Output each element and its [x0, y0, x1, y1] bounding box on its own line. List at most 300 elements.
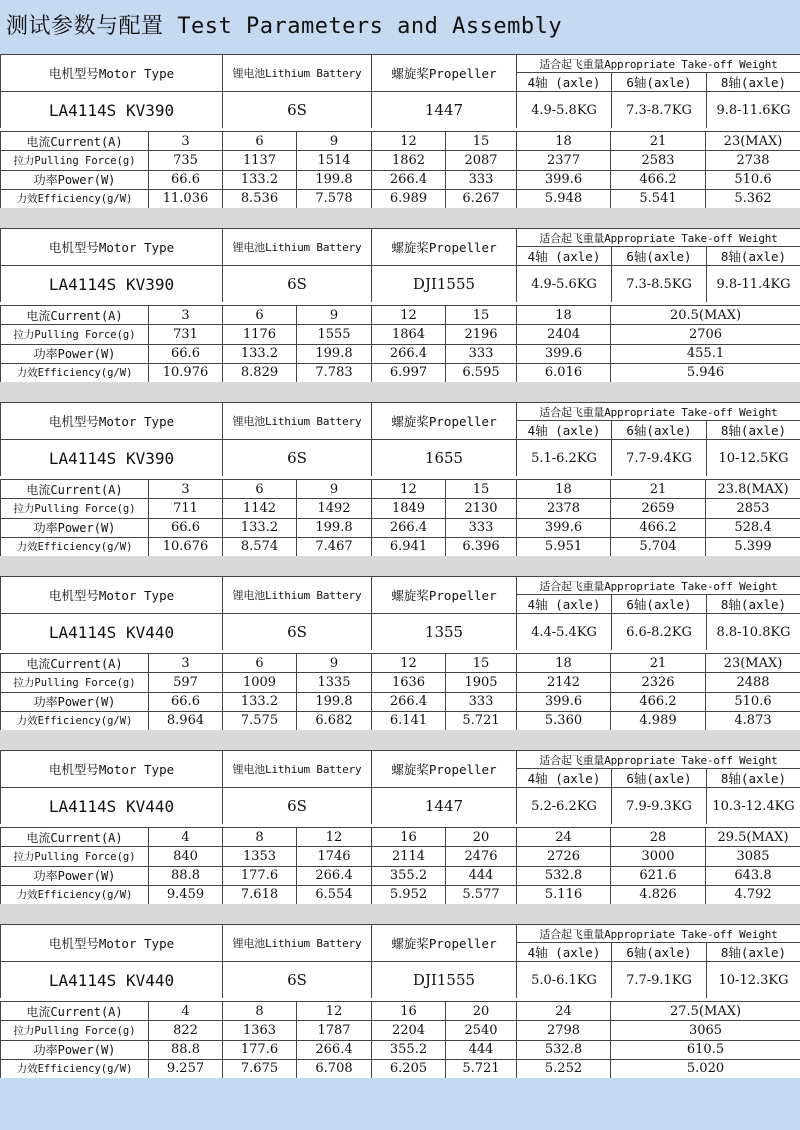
data-cell: 355.2 — [372, 866, 446, 885]
data-cell: 266.4 — [297, 866, 372, 885]
data-cell: 840 — [149, 847, 223, 866]
motor-type-label: 电机型号Motor Type — [1, 925, 223, 962]
data-cell: 6.267 — [446, 189, 517, 208]
pulling-force-row — [1, 325, 800, 344]
data-cell: 1862 — [372, 151, 446, 170]
data-cell: 16 — [372, 1002, 446, 1021]
axle8-label: 8轴(axle) — [707, 421, 800, 440]
motor-model: LA4114S KV390 — [1, 92, 223, 129]
data-cell: 7.783 — [297, 363, 372, 382]
spec-data-table — [0, 479, 800, 557]
efficiency-row — [1, 537, 800, 556]
data-cell: 88.8 — [149, 866, 223, 885]
axle4-label: 4轴 (axle) — [517, 73, 612, 92]
data-cell: 5.721 — [446, 1059, 517, 1078]
data-cell: 2326 — [611, 673, 706, 692]
data-cell: 2540 — [446, 1021, 517, 1040]
weight-6-axle: 7.3-8.5KG — [612, 266, 707, 303]
data-cell: 8.964 — [149, 711, 223, 730]
data-cell: 6.989 — [372, 189, 446, 208]
pulling-force-row — [1, 847, 800, 866]
motor-type-label: 电机型号Motor Type — [1, 229, 223, 266]
battery-value: 6S — [223, 266, 372, 303]
data-cell: 133.2 — [223, 170, 297, 189]
data-cell: 822 — [149, 1021, 223, 1040]
data-cell: 12 — [372, 654, 446, 673]
data-cell: 5.577 — [446, 885, 517, 904]
data-cell: 333 — [446, 518, 517, 537]
motor-type-label: 电机型号Motor Type — [1, 751, 223, 788]
bottom-band — [0, 1078, 800, 1130]
axle8-label: 8轴(axle) — [707, 595, 800, 614]
efficiency-row — [1, 1059, 800, 1078]
battery-value: 6S — [223, 614, 372, 651]
row-label: 电流Current(A) — [1, 306, 149, 325]
power-row — [1, 344, 800, 363]
data-cell: 7.675 — [223, 1059, 297, 1078]
data-cell: 333 — [446, 170, 517, 189]
data-cell: 6.708 — [297, 1059, 372, 1078]
data-cell: 355.2 — [372, 1040, 446, 1059]
axle4-label: 4轴 (axle) — [517, 943, 612, 962]
weight-4-axle: 4.9-5.6KG — [517, 266, 612, 303]
current-row — [1, 828, 800, 847]
data-cell: 1363 — [223, 1021, 297, 1040]
axle4-label: 4轴 (axle) — [517, 769, 612, 788]
data-cell: 610.5 — [611, 1040, 800, 1059]
spec-data-table — [0, 827, 800, 905]
data-cell: 6 — [223, 306, 297, 325]
takeoff-weight-label: 适合起飞重量Appropriate Take-off Weight — [517, 55, 800, 73]
weight-4-axle: 4.4-5.4KG — [517, 614, 612, 651]
data-cell: 12 — [372, 306, 446, 325]
data-cell: 199.8 — [297, 170, 372, 189]
data-cell: 66.6 — [149, 344, 223, 363]
data-cell: 3 — [149, 132, 223, 151]
axle6-label: 6轴(axle) — [612, 73, 707, 92]
data-cell: 199.8 — [297, 518, 372, 537]
data-cell: 12 — [297, 1002, 372, 1021]
weight-4-axle: 4.9-5.8KG — [517, 92, 612, 129]
battery-label: 锂电池Lithium Battery — [223, 229, 372, 266]
data-cell: 466.2 — [611, 692, 706, 711]
propeller-label: 螺旋桨Propeller — [372, 751, 517, 788]
data-cell: 20 — [446, 1002, 517, 1021]
data-cell: 266.4 — [372, 170, 446, 189]
axle4-label: 4轴 (axle) — [517, 247, 612, 266]
data-cell: 5.399 — [706, 537, 800, 556]
spec-header-table — [0, 402, 800, 477]
row-label: 电流Current(A) — [1, 828, 149, 847]
data-cell: 7.618 — [223, 885, 297, 904]
data-cell: 444 — [446, 1040, 517, 1059]
data-cell: 1142 — [223, 499, 297, 518]
data-cell: 1137 — [223, 151, 297, 170]
propeller-value: 1447 — [372, 788, 517, 825]
data-cell: 2378 — [517, 499, 611, 518]
data-cell: 21 — [611, 654, 706, 673]
data-cell: 1514 — [297, 151, 372, 170]
propeller-label: 螺旋桨Propeller — [372, 403, 517, 440]
data-cell: 731 — [149, 325, 223, 344]
data-cell: 29.5(MAX) — [706, 828, 800, 847]
data-cell: 466.2 — [611, 518, 706, 537]
data-cell: 2114 — [372, 847, 446, 866]
data-cell: 7.575 — [223, 711, 297, 730]
data-cell: 4.792 — [706, 885, 800, 904]
spec-header-table — [0, 750, 800, 825]
data-cell: 9 — [297, 132, 372, 151]
data-cell: 8.536 — [223, 189, 297, 208]
axle8-label: 8轴(axle) — [707, 769, 800, 788]
motor-type-label: 电机型号Motor Type — [1, 55, 223, 92]
propeller-value: 1655 — [372, 440, 517, 477]
weight-6-axle: 7.9-9.3KG — [612, 788, 707, 825]
data-cell: 266.4 — [372, 692, 446, 711]
motor-type-label: 电机型号Motor Type — [1, 403, 223, 440]
pulling-force-row — [1, 151, 800, 170]
data-cell: 10.676 — [149, 537, 223, 556]
power-row — [1, 170, 800, 189]
data-cell: 5.020 — [611, 1059, 800, 1078]
data-cell: 8.829 — [223, 363, 297, 382]
data-cell: 88.8 — [149, 1040, 223, 1059]
data-cell: 9.257 — [149, 1059, 223, 1078]
data-cell: 18 — [517, 132, 611, 151]
row-label: 力效Efficiency(g/W) — [1, 537, 149, 556]
data-cell: 21 — [611, 480, 706, 499]
spec-header-table — [0, 228, 800, 303]
data-cell: 735 — [149, 151, 223, 170]
battery-value: 6S — [223, 962, 372, 999]
spec-header-table — [0, 924, 800, 999]
data-cell: 2738 — [706, 151, 800, 170]
data-cell: 532.8 — [517, 1040, 611, 1059]
data-cell: 2130 — [446, 499, 517, 518]
axle6-label: 6轴(axle) — [612, 247, 707, 266]
axle8-label: 8轴(axle) — [707, 247, 800, 266]
axle6-label: 6轴(axle) — [612, 943, 707, 962]
data-cell: 5.946 — [611, 363, 800, 382]
data-cell: 7.467 — [297, 537, 372, 556]
data-cell: 199.8 — [297, 344, 372, 363]
data-cell: 1849 — [372, 499, 446, 518]
current-row — [1, 132, 800, 151]
weight-8-axle: 10-12.3KG — [707, 962, 800, 999]
battery-label: 锂电池Lithium Battery — [223, 403, 372, 440]
data-cell: 4.989 — [611, 711, 706, 730]
data-cell: 6.595 — [446, 363, 517, 382]
data-cell: 10.976 — [149, 363, 223, 382]
data-cell: 66.6 — [149, 692, 223, 711]
data-cell: 1636 — [372, 673, 446, 692]
efficiency-row — [1, 363, 800, 382]
data-cell: 597 — [149, 673, 223, 692]
row-label: 电流Current(A) — [1, 1002, 149, 1021]
data-cell: 12 — [372, 132, 446, 151]
data-cell: 6.554 — [297, 885, 372, 904]
data-cell: 266.4 — [297, 1040, 372, 1059]
data-cell: 20 — [446, 828, 517, 847]
data-cell: 23.8(MAX) — [706, 480, 800, 499]
efficiency-row — [1, 189, 800, 208]
data-cell: 24 — [517, 1002, 611, 1021]
power-row — [1, 1040, 800, 1059]
data-cell: 6.396 — [446, 537, 517, 556]
propeller-value: DJI1555 — [372, 266, 517, 303]
data-cell: 2404 — [517, 325, 611, 344]
data-cell: 1335 — [297, 673, 372, 692]
data-cell: 455.1 — [611, 344, 800, 363]
data-cell: 12 — [372, 480, 446, 499]
battery-value: 6S — [223, 788, 372, 825]
weight-8-axle: 10.3-12.4KG — [707, 788, 800, 825]
data-cell: 133.2 — [223, 344, 297, 363]
data-cell: 133.2 — [223, 518, 297, 537]
data-cell: 6 — [223, 132, 297, 151]
data-cell: 18 — [517, 306, 611, 325]
weight-6-axle: 7.7-9.4KG — [612, 440, 707, 477]
spec-header-table — [0, 54, 800, 129]
efficiency-row — [1, 885, 800, 904]
data-cell: 399.6 — [517, 692, 611, 711]
data-cell: 3000 — [611, 847, 706, 866]
motor-model: LA4114S KV440 — [1, 788, 223, 825]
data-cell: 5.362 — [706, 189, 800, 208]
weight-8-axle: 9.8-11.6KG — [707, 92, 800, 129]
data-cell: 8 — [223, 1002, 297, 1021]
propeller-label: 螺旋桨Propeller — [372, 577, 517, 614]
motor-model: LA4114S KV390 — [1, 266, 223, 303]
motor-model: LA4114S KV440 — [1, 614, 223, 651]
data-cell: 2659 — [611, 499, 706, 518]
data-cell: 266.4 — [372, 518, 446, 537]
power-row — [1, 866, 800, 885]
propeller-value: DJI1555 — [372, 962, 517, 999]
data-cell: 532.8 — [517, 866, 611, 885]
data-cell: 5.252 — [517, 1059, 611, 1078]
weight-6-axle: 7.7-9.1KG — [612, 962, 707, 999]
data-cell: 5.951 — [517, 537, 611, 556]
row-label: 拉力Pulling Force(g) — [1, 499, 149, 518]
row-label: 力效Efficiency(g/W) — [1, 1059, 149, 1078]
pulling-force-row — [1, 673, 800, 692]
propeller-value: 1447 — [372, 92, 517, 129]
data-cell: 333 — [446, 344, 517, 363]
data-cell: 510.6 — [706, 170, 800, 189]
current-row — [1, 480, 800, 499]
data-cell: 3 — [149, 480, 223, 499]
data-cell: 5.360 — [517, 711, 611, 730]
data-cell: 2377 — [517, 151, 611, 170]
data-cell: 2204 — [372, 1021, 446, 1040]
data-cell: 444 — [446, 866, 517, 885]
data-cell: 11.036 — [149, 189, 223, 208]
data-cell: 510.6 — [706, 692, 800, 711]
data-cell: 399.6 — [517, 170, 611, 189]
data-cell: 15 — [446, 654, 517, 673]
data-cell: 66.6 — [149, 518, 223, 537]
data-cell: 2726 — [517, 847, 611, 866]
row-label: 功率Power(W) — [1, 692, 149, 711]
axle4-label: 4轴 (axle) — [517, 595, 612, 614]
row-label: 功率Power(W) — [1, 866, 149, 885]
data-cell: 399.6 — [517, 518, 611, 537]
data-cell: 9 — [297, 654, 372, 673]
spec-data-table — [0, 653, 800, 731]
data-cell: 12 — [297, 828, 372, 847]
motor-model: LA4114S KV390 — [1, 440, 223, 477]
data-cell: 1353 — [223, 847, 297, 866]
data-cell: 711 — [149, 499, 223, 518]
data-cell: 199.8 — [297, 692, 372, 711]
data-cell: 18 — [517, 480, 611, 499]
data-cell: 5.948 — [517, 189, 611, 208]
data-cell: 6.016 — [517, 363, 611, 382]
data-cell: 2706 — [611, 325, 800, 344]
battery-label: 锂电池Lithium Battery — [223, 751, 372, 788]
data-cell: 27.5(MAX) — [611, 1002, 800, 1021]
section-separator — [0, 382, 800, 402]
data-cell: 3065 — [611, 1021, 800, 1040]
data-cell: 177.6 — [223, 1040, 297, 1059]
data-cell: 6.205 — [372, 1059, 446, 1078]
data-cell: 6 — [223, 480, 297, 499]
section-separator — [0, 208, 800, 228]
battery-value: 6S — [223, 92, 372, 129]
data-cell: 643.8 — [706, 866, 800, 885]
data-cell: 66.6 — [149, 170, 223, 189]
section-separator — [0, 904, 800, 924]
section-separator — [0, 556, 800, 576]
data-cell: 466.2 — [611, 170, 706, 189]
row-label: 功率Power(W) — [1, 1040, 149, 1059]
data-cell: 1492 — [297, 499, 372, 518]
data-cell: 399.6 — [517, 344, 611, 363]
row-label: 拉力Pulling Force(g) — [1, 673, 149, 692]
data-cell: 4 — [149, 828, 223, 847]
propeller-value: 1355 — [372, 614, 517, 651]
spec-data-table — [0, 131, 800, 209]
data-cell: 133.2 — [223, 692, 297, 711]
data-cell: 5.952 — [372, 885, 446, 904]
row-label: 功率Power(W) — [1, 344, 149, 363]
motor-type-label: 电机型号Motor Type — [1, 577, 223, 614]
weight-6-axle: 7.3-8.7KG — [612, 92, 707, 129]
data-cell: 7.578 — [297, 189, 372, 208]
weight-4-axle: 5.2-6.2KG — [517, 788, 612, 825]
data-cell: 9 — [297, 480, 372, 499]
takeoff-weight-label: 适合起飞重量Appropriate Take-off Weight — [517, 925, 800, 943]
axle4-label: 4轴 (axle) — [517, 421, 612, 440]
data-cell: 23(MAX) — [706, 654, 800, 673]
data-cell: 15 — [446, 132, 517, 151]
battery-value: 6S — [223, 440, 372, 477]
data-cell: 6.141 — [372, 711, 446, 730]
data-cell: 5.541 — [611, 189, 706, 208]
data-cell: 2087 — [446, 151, 517, 170]
page-title: 测试参数与配置 Test Parameters and Assembly — [0, 0, 800, 54]
weight-4-axle: 5.0-6.1KG — [517, 962, 612, 999]
data-cell: 1746 — [297, 847, 372, 866]
weight-8-axle: 9.8-11.4KG — [707, 266, 800, 303]
data-cell: 1555 — [297, 325, 372, 344]
axle8-label: 8轴(axle) — [707, 73, 800, 92]
data-cell: 4 — [149, 1002, 223, 1021]
power-row — [1, 692, 800, 711]
current-row — [1, 306, 800, 325]
row-label: 力效Efficiency(g/W) — [1, 885, 149, 904]
weight-6-axle: 6.6-8.2KG — [612, 614, 707, 651]
data-cell: 4.826 — [611, 885, 706, 904]
spec-data-table — [0, 1001, 800, 1079]
data-cell: 2142 — [517, 673, 611, 692]
battery-label: 锂电池Lithium Battery — [223, 55, 372, 92]
pulling-force-row — [1, 499, 800, 518]
data-cell: 1905 — [446, 673, 517, 692]
weight-8-axle: 10-12.5KG — [707, 440, 800, 477]
data-cell: 1009 — [223, 673, 297, 692]
data-cell: 6.682 — [297, 711, 372, 730]
row-label: 力效Efficiency(g/W) — [1, 711, 149, 730]
data-cell: 2583 — [611, 151, 706, 170]
data-cell: 15 — [446, 306, 517, 325]
data-cell: 3 — [149, 306, 223, 325]
section-separator — [0, 730, 800, 750]
row-label: 功率Power(W) — [1, 518, 149, 537]
data-cell: 177.6 — [223, 866, 297, 885]
data-cell: 24 — [517, 828, 611, 847]
propeller-label: 螺旋桨Propeller — [372, 229, 517, 266]
weight-4-axle: 5.1-6.2KG — [517, 440, 612, 477]
data-cell: 15 — [446, 480, 517, 499]
data-cell: 2798 — [517, 1021, 611, 1040]
current-row — [1, 654, 800, 673]
weight-8-axle: 8.8-10.8KG — [707, 614, 800, 651]
battery-label: 锂电池Lithium Battery — [223, 577, 372, 614]
data-cell: 5.721 — [446, 711, 517, 730]
data-cell: 1864 — [372, 325, 446, 344]
takeoff-weight-label: 适合起飞重量Appropriate Take-off Weight — [517, 229, 800, 247]
data-cell: 2488 — [706, 673, 800, 692]
data-cell: 9.459 — [149, 885, 223, 904]
data-cell: 266.4 — [372, 344, 446, 363]
data-cell: 333 — [446, 692, 517, 711]
row-label: 拉力Pulling Force(g) — [1, 847, 149, 866]
data-cell: 528.4 — [706, 518, 800, 537]
propeller-label: 螺旋桨Propeller — [372, 55, 517, 92]
data-cell: 6.997 — [372, 363, 446, 382]
data-cell: 20.5(MAX) — [611, 306, 800, 325]
data-cell: 1787 — [297, 1021, 372, 1040]
row-label: 拉力Pulling Force(g) — [1, 1021, 149, 1040]
row-label: 拉力Pulling Force(g) — [1, 325, 149, 344]
data-cell: 2476 — [446, 847, 517, 866]
data-cell: 3 — [149, 654, 223, 673]
axle6-label: 6轴(axle) — [612, 421, 707, 440]
battery-label: 锂电池Lithium Battery — [223, 925, 372, 962]
data-cell: 23(MAX) — [706, 132, 800, 151]
axle6-label: 6轴(axle) — [612, 769, 707, 788]
power-row — [1, 518, 800, 537]
data-cell: 3085 — [706, 847, 800, 866]
axle6-label: 6轴(axle) — [612, 595, 707, 614]
data-cell: 5.116 — [517, 885, 611, 904]
data-cell: 21 — [611, 132, 706, 151]
data-cell: 6.941 — [372, 537, 446, 556]
row-label: 力效Efficiency(g/W) — [1, 189, 149, 208]
takeoff-weight-label: 适合起飞重量Appropriate Take-off Weight — [517, 577, 800, 595]
